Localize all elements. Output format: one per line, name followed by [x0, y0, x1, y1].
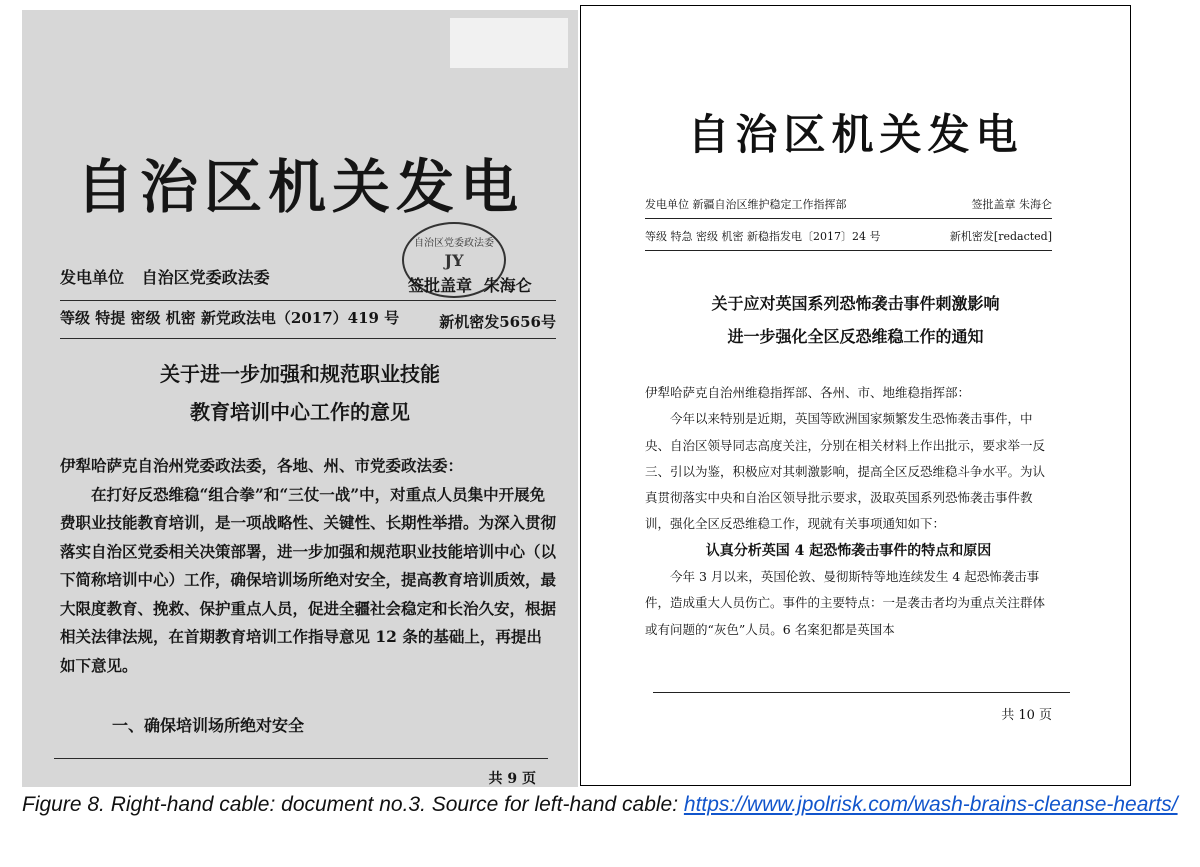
divider — [60, 338, 556, 339]
right-heading-line1: 关于应对英国系列恐怖袭击事件刺激影响 — [711, 294, 1000, 313]
left-heading-line2: 教育培训中心工作的意见 — [190, 400, 410, 424]
divider — [60, 300, 556, 301]
grade-text: 等级 特提 密级 机密 新党政法电（2017）419 号 — [60, 309, 400, 327]
sender-text: 发电单位 新疆自治区维护稳定工作指挥部 — [645, 198, 847, 211]
salutation: 伊犁哈萨克自治州维稳指挥部、各州、市、地维稳指挥部： — [645, 385, 971, 400]
page-count: 共 10 页 — [1001, 708, 1052, 723]
signer-text: 签批盖章 朱海仑 — [971, 198, 1052, 211]
source-link[interactable]: https://www.jpolrisk.com/wash-brains-cleanse-hearts/ — [683, 793, 1178, 816]
caption-text: Figure 8. Right-hand cable: document no.3. Source for left-hand cable: — [22, 793, 684, 816]
right-grade-line — [645, 228, 1052, 244]
footer-divider — [653, 692, 1070, 693]
body-paragraph-1: 今年以来特别是近期，英国等欧洲国家频繁发生恐怖袭击事件，中央、自治区领导同志高度关注，分别在相关材料上作出批示，要求举一反三、引以为鉴，积极应对其刺激影响，提高全区反恐维稳斗争水平。为认真贯彻落实中央和自治区领导批示要求，汲取英国系列恐怖袭击事件教训，强化全区反恐维稳工作，现就有关事项通知如下： — [645, 411, 1046, 532]
left-doc-title: 自治区机关发电 — [75, 153, 524, 221]
divider — [645, 250, 1052, 251]
left-sender-line — [60, 265, 532, 295]
figure-caption — [22, 790, 1182, 819]
signer-value: 朱海仑 — [483, 276, 532, 295]
stamp-code: JY — [444, 251, 464, 270]
stamp-text: 自治区党委政法委 — [414, 238, 494, 249]
sender-value: 自治区党委政法委 — [141, 268, 270, 287]
ref-number: 新机密发5656号 — [439, 313, 556, 331]
right-body — [645, 380, 1052, 643]
left-body — [60, 452, 556, 680]
right-sender-line — [645, 196, 1052, 212]
signer-block — [408, 273, 532, 296]
left-cable-document — [22, 10, 578, 787]
right-heading-line2: 进一步强化全区反恐维稳工作的通知 — [727, 327, 984, 346]
ref-number: 新机密发[redacted] — [949, 230, 1052, 243]
page-count: 共 9 页 — [488, 771, 536, 787]
sender-label: 发电单位 — [60, 268, 125, 287]
salutation: 伊犁哈萨克自治州党委政法委，各地、州、市党委政法委： — [60, 456, 464, 475]
right-doc-title: 自治区机关发电 — [687, 110, 1024, 159]
divider — [645, 218, 1052, 219]
left-grade-line — [60, 307, 556, 331]
right-cable-document — [580, 5, 1131, 786]
section-heading: 一、确保培训场所绝对安全 — [112, 716, 305, 735]
left-heading-line1: 关于进一步加强和规范职业技能 — [160, 362, 440, 386]
signer-label: 签批盖章 — [408, 276, 473, 295]
grade-text: 等级 特急 密级 机密 新稳指发电〔2017〕24 号 — [645, 230, 881, 243]
footer-divider — [54, 758, 548, 759]
redaction-box — [450, 18, 568, 68]
subheading: 认真分析英国 4 起恐怖袭击事件的特点和原因 — [705, 542, 992, 559]
body-paragraph: 在打好反恐维稳“组合拳”和“三仗一战”中，对重点人员集中开展免费职业技能教育培训，是一项战略性、关键性、长期性举措。为深入贯彻落实自治区党委相关决策部署，进一步加强和规范职业技能培训中心（以下简称培训中心）工作，确保培训场所绝对安全，提高教育培训质效，最大限度教育、挽救、保护重点人员，促进全疆社会稳定和长治久安，根据相关法律法规，在首期教育培训工作指导意见 12 条的基础上，再提出如下意见。 — [60, 484, 557, 675]
body-paragraph-2: 今年 3 月以来，英国伦敦、曼彻斯特等地连续发生 4 起恐怖袭击事件，造成重大人员伤亡。事件的主要特点：一是袭击者均为重点关注群体或有问题的“灰色”人员。6 名案犯都是英国本 — [645, 569, 1046, 637]
